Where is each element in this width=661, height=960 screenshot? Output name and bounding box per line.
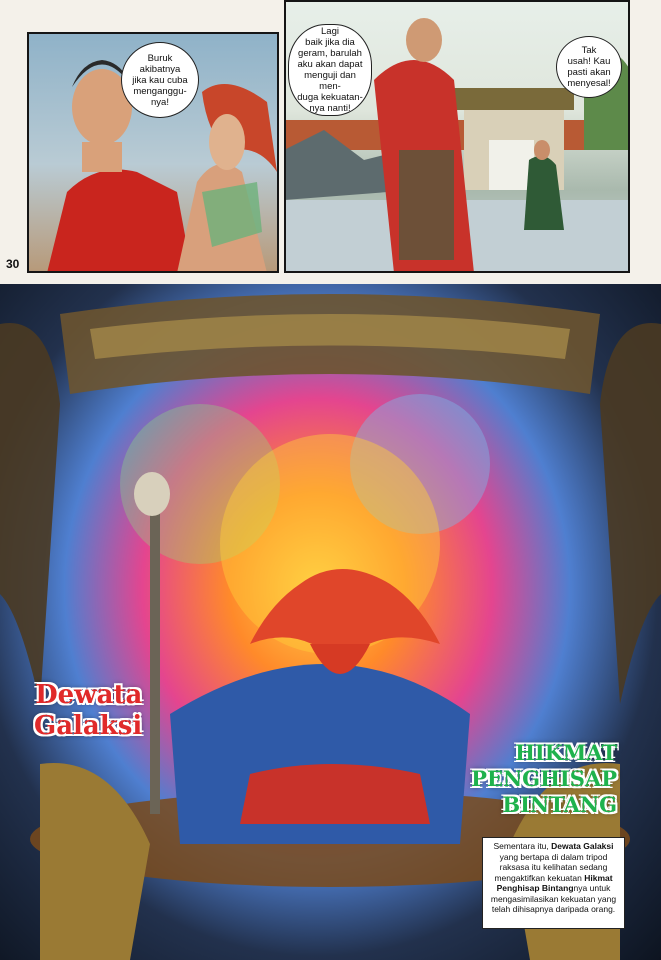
title-line: BINTANG (502, 792, 617, 817)
bubble-line: menguji dan men- (304, 70, 356, 92)
caption-text: yang bertapa di dalam tripod raksasa itu kelihatan sedang mengaktifkan kekuatan (494, 851, 608, 883)
bubble-line: menyesal! (567, 78, 611, 89)
title-line: HIKMAT (515, 740, 617, 765)
bubble-line: geram, barulah (298, 48, 362, 59)
bubble-line: nya nanti! (309, 103, 351, 114)
bubble-line: menganggu- (133, 85, 187, 97)
technique-title (471, 740, 617, 818)
bubble-line: usah! Kau (567, 56, 611, 67)
bubble-line: Buruk (147, 52, 173, 64)
bubble-line: duga kekuatan- (297, 92, 363, 103)
bubble-line: aku akan dapat (297, 59, 363, 70)
bubble-line: baik jika dia (305, 37, 355, 48)
bubble-line: akibatnya (139, 63, 181, 75)
caption-text: nya untuk mengasimilasikan kekuatan yang telah dihisapnya daripada orang. (490, 883, 617, 914)
bubble-line: nya! (151, 96, 169, 108)
bubble-line: Tak (581, 45, 597, 56)
character-name-title (34, 680, 142, 742)
page-number: 30 (6, 257, 20, 271)
narration-caption (482, 837, 625, 929)
panel-1 (27, 32, 279, 273)
title-line: Galaksi (34, 711, 143, 741)
speech-bubble-right (556, 36, 622, 98)
speech-bubble-left (288, 24, 372, 116)
title-line: Dewata (35, 680, 143, 710)
panel-2 (284, 0, 630, 273)
speech-bubble (121, 42, 199, 118)
title-line: PENGHISAP (471, 766, 617, 791)
bubble-line: jika kau cuba (132, 74, 188, 86)
caption-text: Sementara itu, (493, 841, 552, 851)
bubble-line: Lagi (321, 26, 339, 37)
caption-bold: Dewata Galaksi (551, 841, 614, 851)
caption-bold: Hikmat Penghisap Bintang (496, 872, 613, 893)
bubble-line: pasti akan (567, 67, 611, 78)
